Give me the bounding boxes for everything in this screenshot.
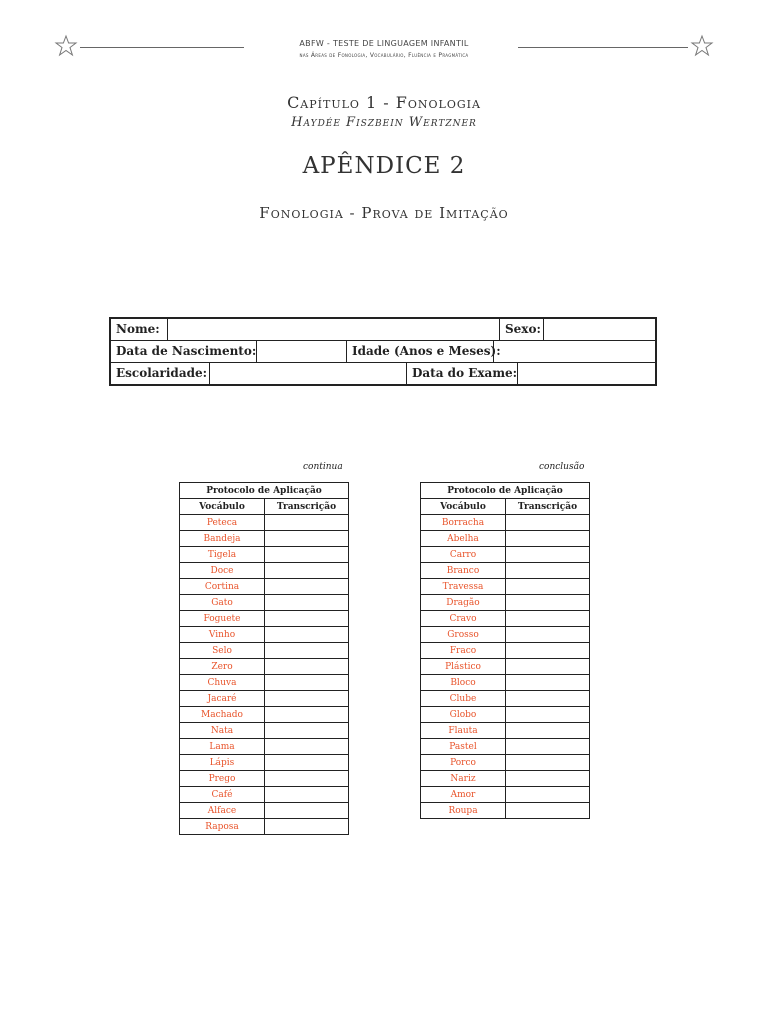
table-row (180, 723, 349, 739)
transcription-cell[interactable] (506, 803, 590, 819)
table-row (180, 643, 349, 659)
birth-date-field[interactable] (257, 341, 347, 362)
word-cell: Porco (421, 755, 506, 771)
word-cell: Tigela (180, 547, 265, 563)
form-row-birth (111, 341, 655, 363)
table-row (421, 755, 590, 771)
word-cell: Vinho (180, 627, 265, 643)
table-row (180, 755, 349, 771)
transcription-cell[interactable] (265, 771, 349, 787)
word-cell: Jacaré (180, 691, 265, 707)
table-row (180, 707, 349, 723)
table-row (180, 739, 349, 755)
birth-date-label: Data de Nascimento: (111, 341, 257, 362)
appendix-title: APÊNDICE 2 (302, 153, 466, 179)
table-row (421, 595, 590, 611)
table-row (180, 547, 349, 563)
word-cell: Café (180, 787, 265, 803)
word-cell: Dragão (421, 595, 506, 611)
transcription-cell[interactable] (506, 691, 590, 707)
table-row (421, 771, 590, 787)
table-row (421, 643, 590, 659)
word-cell: Flauta (421, 723, 506, 739)
column-header-transcription: Transcrição (506, 499, 590, 515)
transcription-cell[interactable] (265, 755, 349, 771)
table-row (421, 563, 590, 579)
transcription-cell[interactable] (265, 803, 349, 819)
transcription-cell[interactable] (506, 563, 590, 579)
word-cell: Plástico (421, 659, 506, 675)
column-header-word: Vocábulo (421, 499, 506, 515)
table-row (421, 531, 590, 547)
table-row (421, 547, 590, 563)
word-cell: Bandeja (180, 531, 265, 547)
transcription-cell[interactable] (506, 675, 590, 691)
transcription-cell[interactable] (265, 787, 349, 803)
table-row (421, 627, 590, 643)
exam-date-field[interactable] (518, 363, 655, 384)
sex-label: Sexo: (500, 319, 544, 340)
transcription-cell[interactable] (265, 595, 349, 611)
word-cell: Amor (421, 787, 506, 803)
word-cell: Globo (421, 707, 506, 723)
transcription-cell[interactable] (265, 819, 349, 835)
word-cell: Doce (180, 563, 265, 579)
transcription-cell[interactable] (506, 707, 590, 723)
table-row (180, 563, 349, 579)
word-cell: Lápis (180, 755, 265, 771)
table-row (180, 787, 349, 803)
table-row (180, 531, 349, 547)
age-field[interactable] (494, 341, 655, 362)
transcription-cell[interactable] (506, 547, 590, 563)
word-cell: Branco (421, 563, 506, 579)
header-subtitle: nas Áreas de Fonologia, Vocabulário, Fluência e Pragmática (299, 52, 469, 59)
word-cell: Pastel (421, 739, 506, 755)
word-cell: Prego (180, 771, 265, 787)
exam-date-label: Data do Exame: (407, 363, 518, 384)
transcription-cell[interactable] (506, 595, 590, 611)
transcription-cell[interactable] (265, 531, 349, 547)
table-row (421, 803, 590, 819)
word-cell: Selo (180, 643, 265, 659)
table-row (180, 515, 349, 531)
form-row-name (111, 319, 655, 341)
table-row (421, 739, 590, 755)
star-outline-icon (690, 34, 714, 58)
word-cell: Chuva (180, 675, 265, 691)
conclusion-note: conclusão (539, 462, 585, 472)
transcription-cell[interactable] (265, 547, 349, 563)
transcription-cell[interactable] (265, 563, 349, 579)
section-subtitle: Fonologia - Prova de Imitação (259, 204, 509, 222)
author-name: Haydée Fiszbein Wertzner (291, 115, 477, 130)
word-cell: Nata (180, 723, 265, 739)
word-cell: Machado (180, 707, 265, 723)
word-cell: Abelha (421, 531, 506, 547)
transcription-cell[interactable] (506, 579, 590, 595)
transcription-cell[interactable] (506, 787, 590, 803)
word-cell: Roupa (421, 803, 506, 819)
transcription-cell[interactable] (265, 579, 349, 595)
word-cell: Alface (180, 803, 265, 819)
school-field[interactable] (210, 363, 407, 384)
word-cell: Raposa (180, 819, 265, 835)
header-rule-right (518, 47, 688, 48)
transcription-cell[interactable] (506, 611, 590, 627)
table-row (180, 771, 349, 787)
table-row (421, 579, 590, 595)
word-cell: Nariz (421, 771, 506, 787)
transcription-cell[interactable] (265, 675, 349, 691)
transcription-cell[interactable] (506, 771, 590, 787)
table-row (421, 787, 590, 803)
transcription-cell[interactable] (265, 659, 349, 675)
word-cell: Gato (180, 595, 265, 611)
word-cell: Fraco (421, 643, 506, 659)
column-header-transcription: Transcrição (265, 499, 349, 515)
school-label: Escolaridade: (111, 363, 210, 384)
transcription-cell[interactable] (265, 691, 349, 707)
protocol-table-left (179, 482, 349, 835)
table-row (421, 723, 590, 739)
table-row (421, 515, 590, 531)
age-label: Idade (Anos e Meses): (347, 341, 494, 362)
table-body (421, 515, 590, 819)
transcription-cell[interactable] (506, 531, 590, 547)
word-cell: Foguete (180, 611, 265, 627)
table-row (421, 611, 590, 627)
word-cell: Carro (421, 547, 506, 563)
table-row (180, 691, 349, 707)
transcription-cell[interactable] (265, 611, 349, 627)
transcription-cell[interactable] (265, 739, 349, 755)
table-row (421, 675, 590, 691)
table-row (180, 579, 349, 595)
transcription-cell[interactable] (265, 643, 349, 659)
table-row (180, 803, 349, 819)
table-row (421, 691, 590, 707)
transcription-cell[interactable] (506, 659, 590, 675)
chapter-title: Capítulo 1 - Fonologia (287, 93, 481, 112)
word-cell: Travessa (421, 579, 506, 595)
transcription-cell[interactable] (265, 723, 349, 739)
table-title: Protocolo de Aplicação (180, 483, 349, 499)
table-row (180, 675, 349, 691)
patient-info-form (109, 317, 657, 386)
word-cell: Peteca (180, 515, 265, 531)
transcription-cell[interactable] (506, 755, 590, 771)
word-cell: Clube (421, 691, 506, 707)
header-title: ABFW - TESTE DE LINGUAGEM INFANTIL (299, 39, 469, 48)
table-row (180, 627, 349, 643)
table-row (421, 707, 590, 723)
word-cell: Grosso (421, 627, 506, 643)
transcription-cell[interactable] (506, 723, 590, 739)
word-cell: Bloco (421, 675, 506, 691)
continues-note: continua (303, 462, 343, 472)
table-row (180, 659, 349, 675)
column-header-word: Vocábulo (180, 499, 265, 515)
word-cell: Cravo (421, 611, 506, 627)
sex-field[interactable] (544, 319, 655, 340)
protocol-table-right (420, 482, 590, 819)
transcription-cell[interactable] (265, 707, 349, 723)
transcription-cell[interactable] (506, 515, 590, 531)
table-title: Protocolo de Aplicação (421, 483, 590, 499)
transcription-cell[interactable] (506, 643, 590, 659)
table-row (180, 595, 349, 611)
transcription-cell[interactable] (265, 515, 349, 531)
table-body (180, 515, 349, 835)
transcription-cell[interactable] (506, 739, 590, 755)
word-cell: Borracha (421, 515, 506, 531)
transcription-cell[interactable] (265, 627, 349, 643)
name-label: Nome: (111, 319, 168, 340)
word-cell: Cortina (180, 579, 265, 595)
word-cell: Lama (180, 739, 265, 755)
table-row (180, 611, 349, 627)
form-row-school (111, 363, 655, 384)
word-cell: Zero (180, 659, 265, 675)
table-row (180, 819, 349, 835)
table-row (421, 659, 590, 675)
name-field[interactable] (168, 319, 500, 340)
transcription-cell[interactable] (506, 627, 590, 643)
